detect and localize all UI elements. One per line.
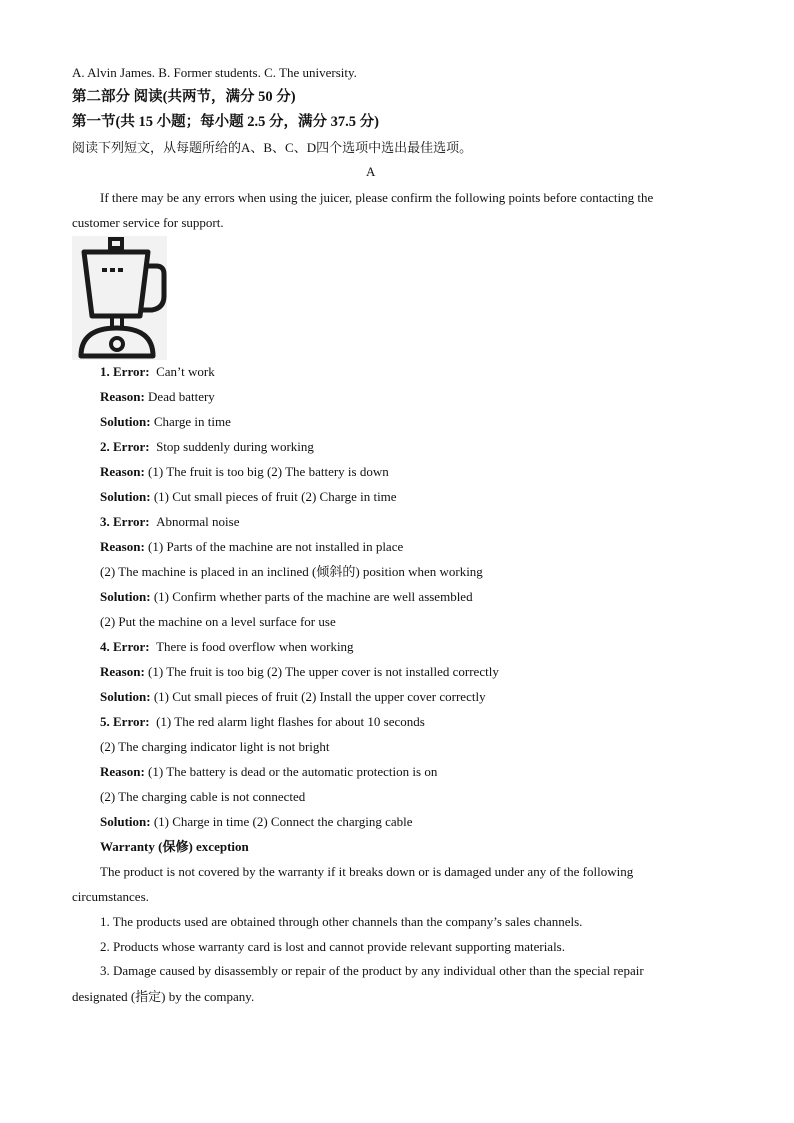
solution-label: Solution: bbox=[100, 489, 151, 504]
solution-label: Solution: bbox=[100, 689, 151, 704]
reason-5 bbox=[100, 764, 437, 780]
error-label: 3. Error: bbox=[100, 514, 150, 529]
solution-4 bbox=[100, 689, 486, 705]
error-5 bbox=[100, 714, 425, 730]
solution-2 bbox=[100, 489, 397, 505]
error-text: There is food overflow when working bbox=[156, 639, 354, 654]
warranty-para-line-2: circumstances. bbox=[72, 889, 149, 904]
reason-2 bbox=[100, 464, 389, 480]
warranty-item-1: 1. The products used are obtained through other channels than the company’s sales channels. bbox=[100, 914, 583, 929]
error-2 bbox=[100, 439, 314, 455]
solution-text: (1) Charge in time (2) Connect the charging cable bbox=[153, 814, 413, 829]
reason-text: Dead battery bbox=[148, 389, 215, 404]
reason-text: (1) The battery is dead or the automatic protection is on bbox=[148, 764, 438, 779]
solution-text: (1) Confirm whether parts of the machine are well assembled bbox=[153, 589, 473, 604]
reason-label: Reason: bbox=[100, 389, 145, 404]
instruction: 阅读下列短文，从每题所给的A、B、C、D四个选项中选出最佳选项。 bbox=[72, 140, 473, 155]
error-label: 5. Error: bbox=[100, 714, 150, 729]
intro-line-1: If there may be any errors when using the juicer, please confirm the following points before contacting the bbox=[100, 190, 654, 205]
error-5-cont: (2) The charging indicator light is not bright bbox=[100, 739, 330, 754]
solution-3 bbox=[100, 589, 473, 605]
error-label: 4. Error: bbox=[100, 639, 150, 654]
reason-text: (1) Parts of the machine are not installed in place bbox=[148, 539, 404, 554]
solution-3-cont: (2) Put the machine on a level surface for use bbox=[100, 614, 336, 629]
error-4 bbox=[100, 639, 354, 655]
error-label: 1. Error: bbox=[100, 364, 150, 379]
reason-4 bbox=[100, 664, 499, 680]
error-text: Can’t work bbox=[156, 364, 215, 379]
reason-text: (1) The fruit is too big (2) The upper cover is not installed correctly bbox=[148, 664, 499, 679]
error-text: (1) The red alarm light flashes for about 10 seconds bbox=[156, 714, 425, 729]
solution-text: (1) Cut small pieces of fruit (2) Charge in time bbox=[153, 489, 397, 504]
warranty-item-3-line-1: 3. Damage caused by disassembly or repair of the product by any individual other than the special repair bbox=[100, 963, 644, 978]
reason-label: Reason: bbox=[100, 464, 145, 479]
error-text: Stop suddenly during working bbox=[156, 439, 314, 454]
reason-3 bbox=[100, 539, 403, 555]
solution-label: Solution: bbox=[100, 589, 151, 604]
reason-label: Reason: bbox=[100, 664, 145, 679]
warranty-heading: Warranty (保修) exception bbox=[100, 839, 249, 854]
solution-text: (1) Cut small pieces of fruit (2) Install the upper cover correctly bbox=[153, 689, 486, 704]
error-3 bbox=[100, 514, 239, 530]
section-heading: 第一节(共 15 小题；每小题 2.5 分，满分 37.5 分) bbox=[72, 114, 379, 130]
solution-label: Solution: bbox=[100, 414, 151, 429]
warranty-item-3-line-2: designated (指定) by the company. bbox=[72, 989, 255, 1004]
blender-icon bbox=[72, 236, 167, 360]
solution-text: Charge in time bbox=[153, 414, 231, 429]
error-label: 2. Error: bbox=[100, 439, 150, 454]
error-text: Abnormal noise bbox=[156, 514, 240, 529]
reason-text: (1) The fruit is too big (2) The battery is down bbox=[148, 464, 389, 479]
solution-1 bbox=[100, 414, 231, 430]
passage-letter: A bbox=[366, 164, 376, 179]
solution-5 bbox=[100, 814, 413, 830]
options-line: A. Alvin James. B. Former students. C. The university. bbox=[72, 65, 357, 80]
warranty-item-2: 2. Products whose warranty card is lost and cannot provide relevant supporting materials. bbox=[100, 939, 565, 954]
solution-label: Solution: bbox=[100, 814, 151, 829]
intro-line-2: customer service for support. bbox=[72, 215, 224, 230]
error-1 bbox=[100, 364, 215, 380]
warranty-para-line-1: The product is not covered by the warranty if it breaks down or is damaged under any of the following bbox=[100, 864, 634, 879]
reason-1 bbox=[100, 389, 215, 405]
part-heading: 第二部分 阅读(共两节，满分 50 分) bbox=[72, 89, 296, 105]
reason-3-cont: (2) The machine is placed in an inclined (倾斜的) position when working bbox=[100, 564, 483, 579]
reason-label: Reason: bbox=[100, 539, 145, 554]
reason-5-cont: (2) The charging cable is not connected bbox=[100, 789, 306, 804]
reason-label: Reason: bbox=[100, 764, 145, 779]
